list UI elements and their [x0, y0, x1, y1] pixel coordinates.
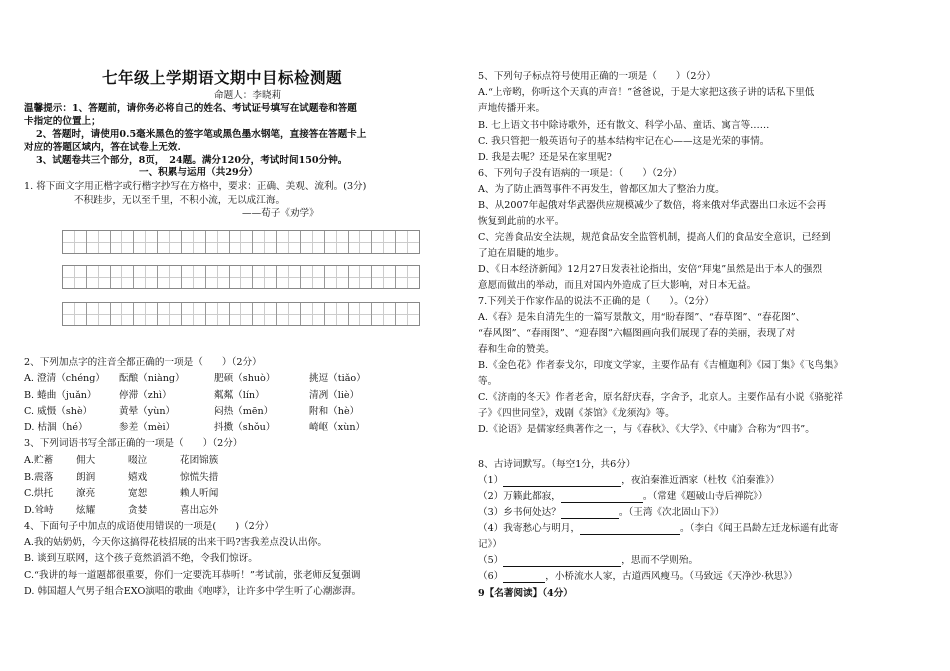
q7-line-5: 等。	[478, 376, 498, 387]
grid-cell[interactable]	[253, 266, 277, 288]
answer-blank-5[interactable]	[503, 556, 621, 567]
grid-cell[interactable]	[134, 303, 158, 325]
tip-line-1: 温馨提示：1、答题前，请你务必将自己的姓名、考试证号填写在试题卷和答题	[24, 103, 357, 114]
q5-stem: 5、下列句子标点符号使用正确的一项是（ ）（2分）	[478, 71, 716, 82]
tip-line-2: 卡指定的位置上；	[24, 116, 101, 127]
grid-cell[interactable]	[230, 231, 254, 253]
grid-cell[interactable]	[301, 231, 325, 253]
grid-cell[interactable]	[134, 266, 158, 288]
q5-line-5: D. 我是去呢？还是呆在家里呢?	[478, 152, 612, 163]
q4-stem: 4、下面句子中加点的成语使用错误的一项是( )（2分）	[24, 521, 274, 532]
q6-line-1: A、为了防止酒驾事件不再发生，曾都区加大了整治力度。	[478, 184, 725, 195]
q3-option-a: A.贮蓄 佣大 啜泣 花团锦簇	[24, 455, 219, 466]
q9-heading: 9【名著阅读】（4分）	[478, 588, 573, 599]
q8-line-1: （1） ，夜泊秦淮近酒家（杜牧《泊秦淮》）	[478, 475, 780, 486]
grid-cell[interactable]	[372, 303, 396, 325]
q5-line-1: A.“上帝哟，你听这个天真的声音！”爸爸说，于是大家把这孩子讲的话私下里低	[478, 87, 815, 98]
grid-cell[interactable]	[277, 266, 301, 288]
grid-cell[interactable]	[87, 303, 111, 325]
q6-line-3: 恢复到此前的水平。	[478, 216, 565, 227]
grid-cell[interactable]	[396, 303, 419, 325]
grid-cell[interactable]	[87, 266, 111, 288]
q7-stem: 7.下列关于作家作品的说法不正确的是（ ）。（2分）	[478, 296, 714, 307]
grid-cell[interactable]	[325, 231, 349, 253]
q1-source: ——荀子《劝学》	[242, 208, 319, 219]
grid-cell[interactable]	[158, 266, 182, 288]
grid-cell[interactable]	[182, 231, 206, 253]
grid-cell[interactable]	[111, 303, 135, 325]
grid-cell[interactable]	[253, 231, 277, 253]
q6-stem: 6、下列句子没有语病的一项是：（ ）（2分）	[478, 168, 683, 179]
grid-cell[interactable]	[158, 303, 182, 325]
answer-blank-6[interactable]	[503, 572, 545, 583]
q2-option-a: A. 澄清（chéng） 酝酿（niàng） 肥硕（shuò） 挑逗（tiǎo）	[24, 373, 366, 384]
q7-line-7: 子》《四世同堂》，戏剧《茶馆》《龙须沟》等。	[478, 408, 675, 419]
q2-option-b: B. 蜷曲（juǎn） 停滞（zhì） 粼粼（lín） 清冽（liè）	[24, 390, 360, 401]
tip-line-4: 对应的答题区域内，答在试卷上无效.	[24, 142, 181, 153]
q4-option-d: D. 韩国超人气男子组合EXO演唱的歌曲《咆哮》，让许多中学生听了心潮澎湃。	[24, 586, 362, 597]
grid-cell[interactable]	[206, 303, 230, 325]
q1-quote: 不积跬步，无以至千里，不积小流，无以成江海。	[74, 195, 286, 206]
q7-line-4: B.《金色花》作者泰戈尔，印度文学家，主要作品有《吉檀迦利》《园丁集》《飞鸟集》	[478, 360, 844, 371]
q3-option-b: B.震落 朗润 嬉戏 惊慌失措	[24, 472, 219, 483]
tip-line-3: 2、答题时，请使用0.5毫米黑色的签字笔或黑色墨水钢笔，直接答在答题卡上	[36, 129, 367, 140]
q7-line-2: “春风图”、“春雨图”、“迎春图”六幅图画向我们展现了春的美丽，表现了对	[478, 328, 796, 339]
q4-option-c: C.“我讲的每一道题都很重要，你们一定要洗耳恭听！”考试前，张老师反复强调	[24, 570, 361, 581]
grid-cell[interactable]	[158, 231, 182, 253]
grid-cell[interactable]	[182, 303, 206, 325]
grid-cell[interactable]	[206, 266, 230, 288]
answer-blank-4[interactable]	[580, 524, 680, 535]
tip-line-5: 3、试题卷共三个部分，8页， 24题。满分120分，考试时间150分钟。	[36, 155, 348, 166]
grid-cell[interactable]	[349, 266, 373, 288]
grid-cell[interactable]	[63, 266, 87, 288]
grid-cell[interactable]	[372, 231, 396, 253]
answer-blank-2[interactable]	[561, 492, 643, 503]
q5-line-3: B. 七上语文书中除诗歌外，还有散文、科学小品、童话、寓言等……	[478, 120, 770, 131]
section-heading: 一、积累与运用（共29分）	[139, 167, 258, 178]
author-line: 命题人：李晓莉	[214, 90, 282, 101]
writing-grid-row[interactable]	[62, 230, 420, 254]
q7-line-6: C.《济南的冬天》作者老舍，原名舒庆春，字舍予，北京人。主要作品有小说《骆驼祥	[478, 392, 844, 403]
answer-blank-3[interactable]	[561, 508, 619, 519]
grid-cell[interactable]	[301, 303, 325, 325]
q8-line-2: （2）万籁此都寂， 。（常建《题破山寺后禅院》）	[478, 491, 768, 502]
q8-stem: 8、古诗词默写。（每空1分，共6分）	[478, 459, 636, 470]
writing-grid-row[interactable]	[62, 302, 420, 326]
answer-blank-1[interactable]	[503, 476, 621, 487]
q8-line-6: （5） ，思而不学则殆。	[478, 555, 699, 566]
grid-cell[interactable]	[111, 231, 135, 253]
q3-stem: 3、下列词语书写全部正确的一项是（ ）（2分）	[24, 438, 243, 449]
grid-cell[interactable]	[301, 266, 325, 288]
grid-cell[interactable]	[277, 231, 301, 253]
q8-line-4: （4）我寄愁心与明月， 。（李白《闻王昌龄左迁龙标遥有此寄	[478, 523, 839, 534]
q8-line-5: 记》）	[478, 539, 502, 550]
q6-line-2: B、从2007年起俄对华武器供应规模减少了数倍，将来俄对华武器出口永远不会再	[478, 200, 827, 211]
grid-cell[interactable]	[134, 231, 158, 253]
q2-stem: 2、下列加点字的注音全都正确的一项是（ ）（2分）	[24, 357, 262, 368]
q3-option-c: C.烘托 潦亮 宽恕 赖人听闻	[24, 488, 219, 499]
grid-cell[interactable]	[206, 231, 230, 253]
grid-cell[interactable]	[349, 303, 373, 325]
q5-line-2: 声地传播开来。	[478, 103, 546, 114]
q4-option-a: A.我的姑奶奶，今天你这搞得花枝招展的出来干吗?害我差点没认出你。	[24, 537, 327, 548]
grid-cell[interactable]	[253, 303, 277, 325]
writing-grid-row[interactable]	[62, 265, 420, 289]
grid-cell[interactable]	[230, 303, 254, 325]
q7-line-3: 春和生命的赞美。	[478, 344, 555, 355]
q6-line-7: 意愿而做出的举动，而且对国内外造成了巨大影响，对日本无益。	[478, 280, 757, 291]
q7-line-8: D.《论语》是儒家经典著作之一，与《春秋》、《大学》、《中庸》合称为“四书”。	[478, 424, 815, 435]
grid-cell[interactable]	[325, 266, 349, 288]
grid-cell[interactable]	[87, 231, 111, 253]
q8-line-7: （6） ，小桥流水人家，古道西风瘦马。（马致远《天净沙·秋思》）	[478, 571, 798, 582]
grid-cell[interactable]	[396, 266, 419, 288]
q7-line-1: A.《春》是朱自清先生的一篇写景散文，用“盼春图”、“春草图”、“春花图”、	[478, 312, 806, 323]
grid-cell[interactable]	[182, 266, 206, 288]
grid-cell[interactable]	[372, 266, 396, 288]
grid-cell[interactable]	[396, 231, 419, 253]
q3-option-d: D.耸峙 炫耀 贪婪 喜出忘外	[24, 505, 219, 516]
grid-cell[interactable]	[325, 303, 349, 325]
grid-cell[interactable]	[111, 266, 135, 288]
grid-cell[interactable]	[230, 266, 254, 288]
grid-cell[interactable]	[277, 303, 301, 325]
q1-stem: 1. 将下面文字用正楷字或行楷字抄写在方格中，要求：正确、美观、流利。(3分)	[24, 181, 367, 192]
grid-cell[interactable]	[63, 231, 87, 253]
grid-cell[interactable]	[349, 231, 373, 253]
q6-line-5: 了迫在眉睫的地步。	[478, 248, 565, 259]
q4-option-b: B. 谈到互联网，这个孩子竟然滔滔不绝，令我们惊讶。	[24, 553, 258, 564]
q6-line-4: C、完善食品安全法规，规范食品安全监管机制，提高人们的食品安全意识，已经到	[478, 232, 831, 243]
q2-option-d: D. 枯涸（hé） 参差（mèi） 抖擞（shǒu） 崎岖（xùn）	[24, 422, 366, 433]
q6-line-6: D、《日本经济新闻》12月27日发表社论指出，安倍“拜鬼”虽然是出于本人的强烈	[478, 264, 823, 275]
page-title: 七年级上学期语文期中目标检测题	[102, 68, 343, 87]
q5-line-4: C. 我只管把一般英语句子的基本结构牢记在心——这是光荣的事情。	[478, 136, 770, 147]
q8-line-3: （3）乡书何处达？ 。（王湾《次北固山下》）	[478, 507, 725, 518]
q2-option-c: C. 威慑（shè） 黄晕（yùn） 闷热（mēn） 附和（hè）	[24, 406, 360, 417]
grid-cell[interactable]	[63, 303, 87, 325]
